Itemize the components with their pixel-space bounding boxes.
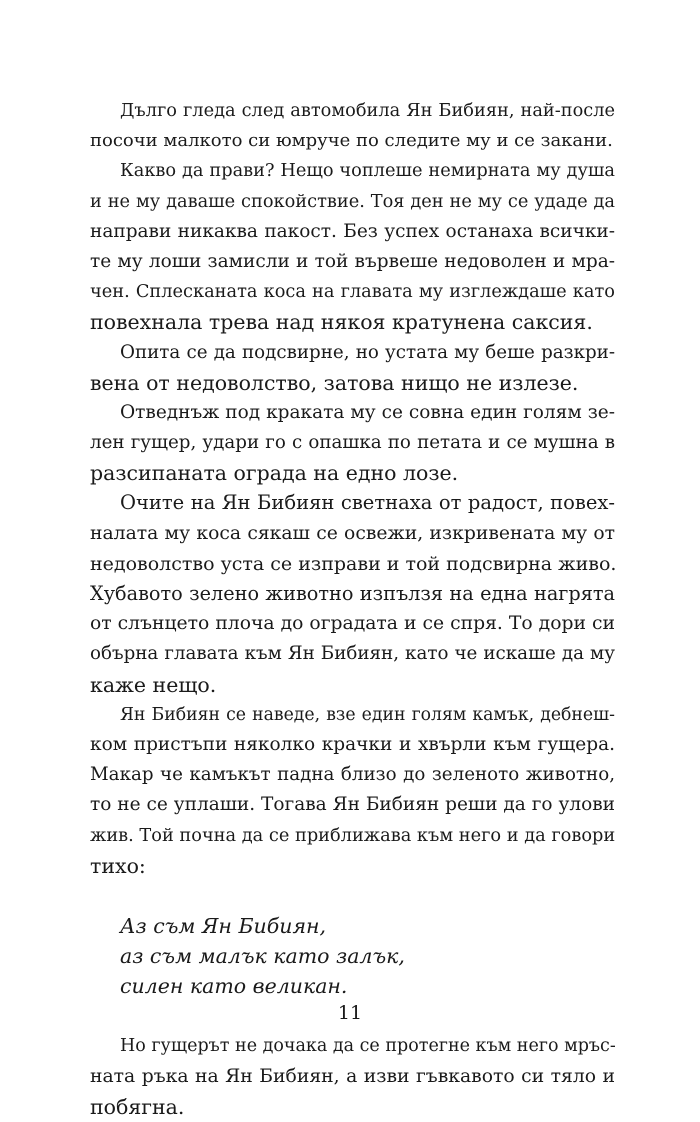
paragraph-4 — [90, 398, 615, 489]
text-line: разсипаната ограда на едно лозе. — [90, 461, 459, 486]
text-line: Очите на Ян Бибиян светнаха от радост, повех- — [120, 491, 615, 515]
text-line: обърна главата към Ян Бибиян, като че искаше да му — [90, 643, 615, 665]
text-line: те му лоши замисли и той вървеше недоволен и мра- — [90, 250, 615, 272]
text-line: чен. Сплесканата коса на главата му изглеждаше като — [90, 282, 615, 303]
paragraph-2 — [90, 156, 615, 337]
text-line: побягна. — [90, 1094, 185, 1119]
text-line: Отведнъж под краката му се совна един голям зе- — [120, 401, 615, 423]
text-line: налата му коса сякаш се освежи, изкривената му от — [90, 522, 615, 544]
text-line: и не му даваше спокойствие. Тоя ден не му се удаде да — [90, 191, 615, 212]
paragraph-1 — [90, 96, 615, 156]
verse-line: аз съм малък като залък, — [120, 944, 405, 969]
text-line: тихо: — [90, 853, 146, 878]
text-line: ком пристъпи няколко крачки и хвърли към гущера. — [90, 733, 615, 755]
text-line: Но гущерът не дочака да се протегне към него мръс- — [120, 1036, 616, 1057]
verse-line: силен като великан. — [120, 974, 348, 999]
text-line: Какво да прави? Нещо чоплеше немирната му душа — [120, 161, 615, 182]
text-line: от слънцето плоча до оградата и се спря. То дори си — [90, 613, 615, 635]
text-line: недоволство уста се изправи и той подсвирна живо. — [90, 552, 617, 575]
text-line: жив. Той почна да се приближава към него и да говори — [90, 825, 616, 846]
text-line: направи никаква пакост. Без успех останаха всички- — [90, 220, 615, 242]
text-line: Дълго гледа след автомобила Ян Бибиян, най-после — [120, 101, 615, 121]
verse — [90, 911, 615, 1002]
text-line: посочи малкото си юмруче по следите му и се закани. — [90, 130, 613, 152]
text-line: Опита се да подсвирне, но устата му беше разкри- — [120, 341, 615, 363]
verse-spacer-top — [90, 881, 615, 911]
text-line: Хубавото зелено животно изпълзя на една нагрята — [90, 582, 615, 605]
paragraph-3 — [90, 338, 615, 398]
text-line: Макар че камъкът падна близо до зеленото животно, — [90, 764, 615, 786]
paragraph-5 — [90, 488, 615, 699]
paragraph-6 — [90, 700, 615, 881]
verse-line: Аз съм Ян Бибиян, — [120, 913, 327, 938]
text-line: то не се уплаши. Тогава Ян Бибиян реши да го улови — [90, 794, 615, 816]
page-number: 11 — [337, 1002, 363, 1024]
page-text — [90, 96, 615, 1122]
text-line: Ян Бибиян се наведе, взе един голям камък, дебнеш- — [120, 704, 615, 725]
text-line: вена от недоволство, затова нищо не излезе. — [90, 370, 579, 395]
text-line: каже нещо. — [90, 672, 217, 697]
text-line: повехнала трева над някоя кратунена саксия. — [90, 310, 593, 335]
text-line: ната ръка на Ян Бибиян, а изви гъвкавото си тяло и — [90, 1065, 615, 1087]
text-line: лен гущер, удари го с опашка по петата и се мушна в — [90, 432, 615, 454]
